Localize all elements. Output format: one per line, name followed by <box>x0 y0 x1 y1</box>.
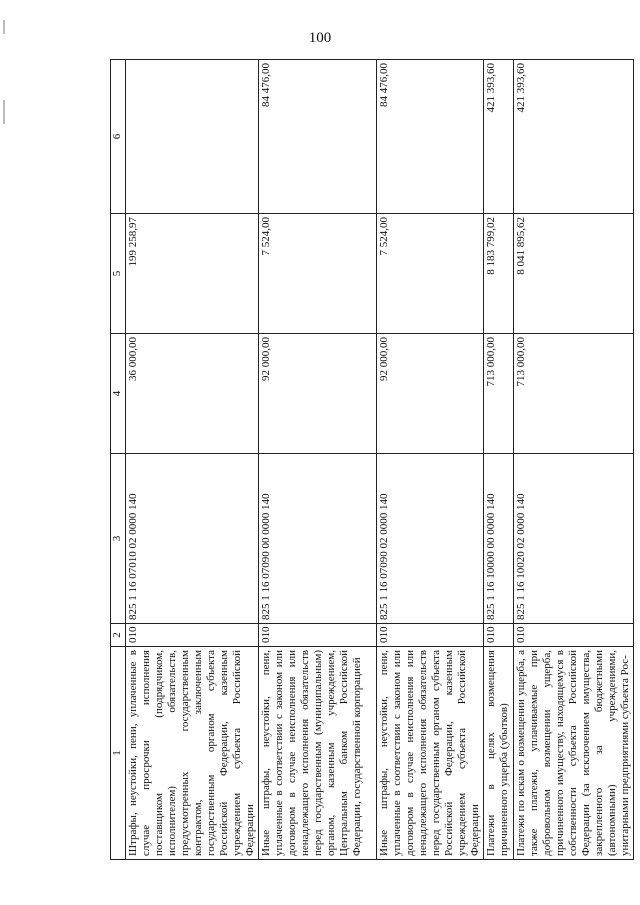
rotated-table-viewport <box>110 60 631 860</box>
row-value-6: 421 393,60 <box>484 60 514 214</box>
row-value-6 <box>126 60 259 214</box>
row-kbk: 825 1 16 10000 00 0000 140 <box>484 454 514 624</box>
header-cell: 6 <box>111 60 126 214</box>
header-cell: 3 <box>111 454 126 624</box>
row-value-4: 713 000,00 <box>514 334 634 454</box>
row-kbk: 825 1 16 10020 02 0000 140 <box>514 454 634 624</box>
scan-edge-mark <box>3 100 5 124</box>
row-value-6: 84 476,00 <box>377 60 484 214</box>
row-name: Платежи по искам о возмещении ущерба, а также платежи, уплачиваемые при добровольном возмещении ущерба, причиненного имуществу, находящемуся в собственности субъекта Российской Федерации (за исключением имущества, закрепленного за бюджетными (автономными) учреждениями, унитарными предприятиями субъекта Рос- <box>514 647 634 860</box>
row-value-4: 713 000,00 <box>484 334 514 454</box>
row-value-5: 7 524,00 <box>377 214 484 334</box>
row-code: 010 <box>126 624 259 647</box>
row-kbk: 825 1 16 07010 02 0000 140 <box>126 454 259 624</box>
row-code: 010 <box>377 624 484 647</box>
row-value-4: 92 000,00 <box>259 334 377 454</box>
row-value-5: 199 258,97 <box>126 214 259 334</box>
header-cell: 5 <box>111 214 126 334</box>
revenue-table <box>110 59 634 860</box>
row-code: 010 <box>259 624 377 647</box>
table-row <box>484 60 514 860</box>
rotated-table-container <box>110 60 631 860</box>
row-value-4: 92 000,00 <box>377 334 484 454</box>
table-row <box>514 60 634 860</box>
row-name: Штрафы, неустойки, пени, уплаченные в случае просрочки исполнения поставщиком (подрядчиком, исполнителем) обязательств, предусмотренных государственным контрактом, заключенным государственным органом субъекта Российской Федерации, казенным учреждением субъекта Российской Федерации <box>126 647 259 860</box>
header-cell: 4 <box>111 334 126 454</box>
table-row <box>259 60 377 860</box>
header-cell: 1 <box>111 647 126 860</box>
row-value-4: 36 000,00 <box>126 334 259 454</box>
row-value-5: 8 041 895,62 <box>514 214 634 334</box>
row-name: Иные штрафы, неустойки, пени, уплаченные в соответствии с законом или договором в случае неисполнения или ненадлежащего исполнения обязательств перед государственным органом субъекта Российской Федерации, казенным учреждением субъекта Российской Федерации <box>377 647 484 860</box>
header-row <box>111 60 126 860</box>
table-row <box>377 60 484 860</box>
row-code: 010 <box>484 624 514 647</box>
header-cell: 2 <box>111 624 126 647</box>
row-value-5: 8 183 799,02 <box>484 214 514 334</box>
row-value-6: 421 393,60 <box>514 60 634 214</box>
row-value-6: 84 476,00 <box>259 60 377 214</box>
scan-edge-mark <box>3 20 5 34</box>
row-name: Иные штрафы, неустойки, пени, уплаченные в соответствии с законом или договором в случае неисполнения или ненадлежащего исполнения обязательств перед государственным (муниципальным) органом, казенным учреждением, Центральным банком Российской Федерации, государственной корпорацией <box>259 647 377 860</box>
row-name: Платежи в целях возмещения причиненного ущерба (убытков) <box>484 647 514 860</box>
row-value-5: 7 524,00 <box>259 214 377 334</box>
row-kbk: 825 1 16 07090 02 0000 140 <box>377 454 484 624</box>
page-number: 100 <box>308 30 332 46</box>
row-code: 010 <box>514 624 634 647</box>
table-row <box>126 60 259 860</box>
row-kbk: 825 1 16 07090 00 0000 140 <box>259 454 377 624</box>
